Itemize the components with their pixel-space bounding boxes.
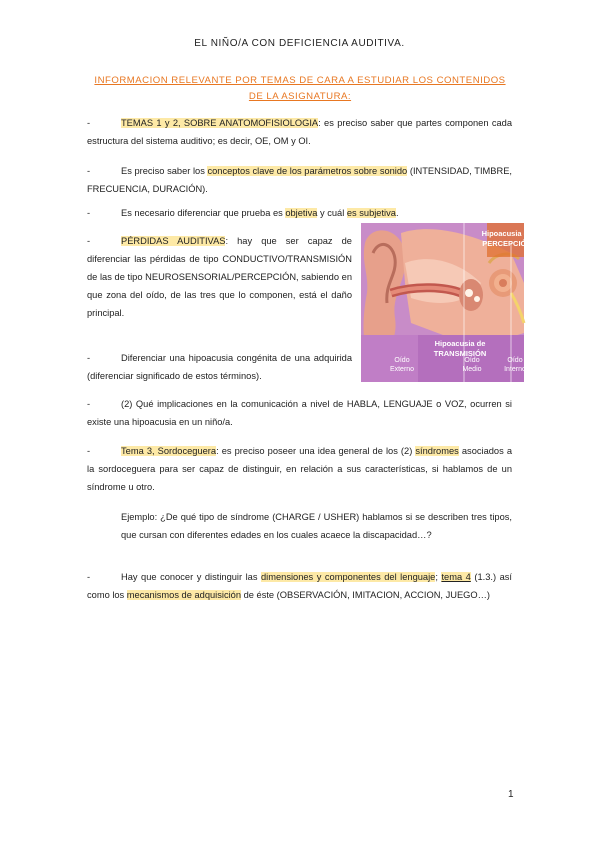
svg-text:Oído: Oído [464,357,480,364]
svg-text:Oído: Oído [507,357,523,364]
page-number: 1 [508,789,514,800]
ear-anatomy-figure [361,223,533,382]
item-congenita-adquirida: - Diferenciar una hipoacusia congénita de una adquirida (diferenciar significado de estos términos). [87,353,352,381]
svg-text:Hipoacusia de: Hipoacusia de [434,339,486,348]
highlight-sindromes: síndromes [415,446,459,456]
highlight-dimensiones: dimensiones y componentes del lenguaje [261,572,436,582]
highlight-mecanismos: mecanismos de adquisición [126,590,242,600]
item-temas-1-2: - TEMAS 1 y 2, SOBRE ANATOMOFISIOLOGIA: es preciso saber que partes componen cada estructura del sistema auditivo; es decir, OE, OM y OI. [87,118,512,146]
item-objetiva-subjetiva: - Es necesario diferenciar que prueba es objetiva y cuál es subjetiva. [87,208,399,218]
highlight-tema-4: tema 4 [441,572,471,582]
highlight-temas-1-2: TEMAS 1 y 2, SOBRE ANATOMOFISIOLOGIA [121,118,319,128]
svg-text:TRANSMISIÓN: TRANSMISIÓN [433,349,487,358]
document-title: EL NIÑO/A CON DEFICIENCIA AUDITIVA. [194,38,405,49]
item-ejemplo: Ejemplo: ¿De qué tipo de síndrome (CHARGE / USHER) hablamos si se describen tres tipos, que cursan con diferentes edades en los cuales acaece la discapacidad…? [121,512,512,540]
svg-text:Oído: Oído [394,357,410,364]
highlight-objetiva: objetiva [285,208,318,218]
highlight-conceptos: conceptos clave de los parámetros sobre sonido [207,166,408,176]
svg-text:Externo: Externo [389,366,415,373]
document-subtitle: INFORMACION RELEVANTE POR TEMAS DE CARA A ESTUDIAR LOS CONTENIDOS DE LA ASIGNATURA: [94,75,506,102]
highlight-tema-3: Tema 3, Sordoceguera [121,446,217,456]
item-dimensiones-lenguaje: - Hay que conocer y distinguir las dimensiones y componentes del lenguaje; tema 4 (1.3.) así como los mecanismos de adquisición de éste (OBSERVACIÓN, IMITACION, ACCION, JUEGO…) [87,572,512,600]
svg-text:Interno: Interno [504,366,526,373]
ear-anatomy-illustration [361,223,533,382]
highlight-perdidas: PÉRDIDAS AUDITIVAS [121,236,226,246]
svg-text:PERCEPCIÓN: PERCEPCIÓN [482,239,532,248]
item-perdidas-auditivas: - PÉRDIDAS AUDITIVAS: hay que ser capaz de diferenciar las pérdidas de tipo CONDUCTIVO/TRANSMISIÓN de las de tipo NEUROSENSORIAL/PERCEPCIÓN, sabiendo en que zona del oído, de las tres que lo componen, está el daño principal. [87,236,352,318]
svg-text:Hipoacusia de: Hipoacusia de [481,229,533,238]
highlight-subjetiva: es subjetiva [346,208,396,218]
svg-text:Medio: Medio [462,366,482,373]
item-implicaciones-comunicacion: - (2) Qué implicaciones en la comunicación a nivel de HABLA, LENGUAJE o VOZ, ocurren si existe una hipoacusia en un niño/a. [87,399,512,427]
item-conceptos-sonido: - Es preciso saber los conceptos clave de los parámetros sobre sonido (INTENSIDAD, TIMBRE, FRECUENCIA, DURACIÓN). [87,166,512,194]
item-tema-3-sordoceguera: - Tema 3, Sordoceguera: es preciso poseer una idea general de los (2) síndromes asociados a la sordoceguera para ser capaz de distinguir, en relación a sus características, si hablamos de un síndrome u otro. [87,446,512,492]
